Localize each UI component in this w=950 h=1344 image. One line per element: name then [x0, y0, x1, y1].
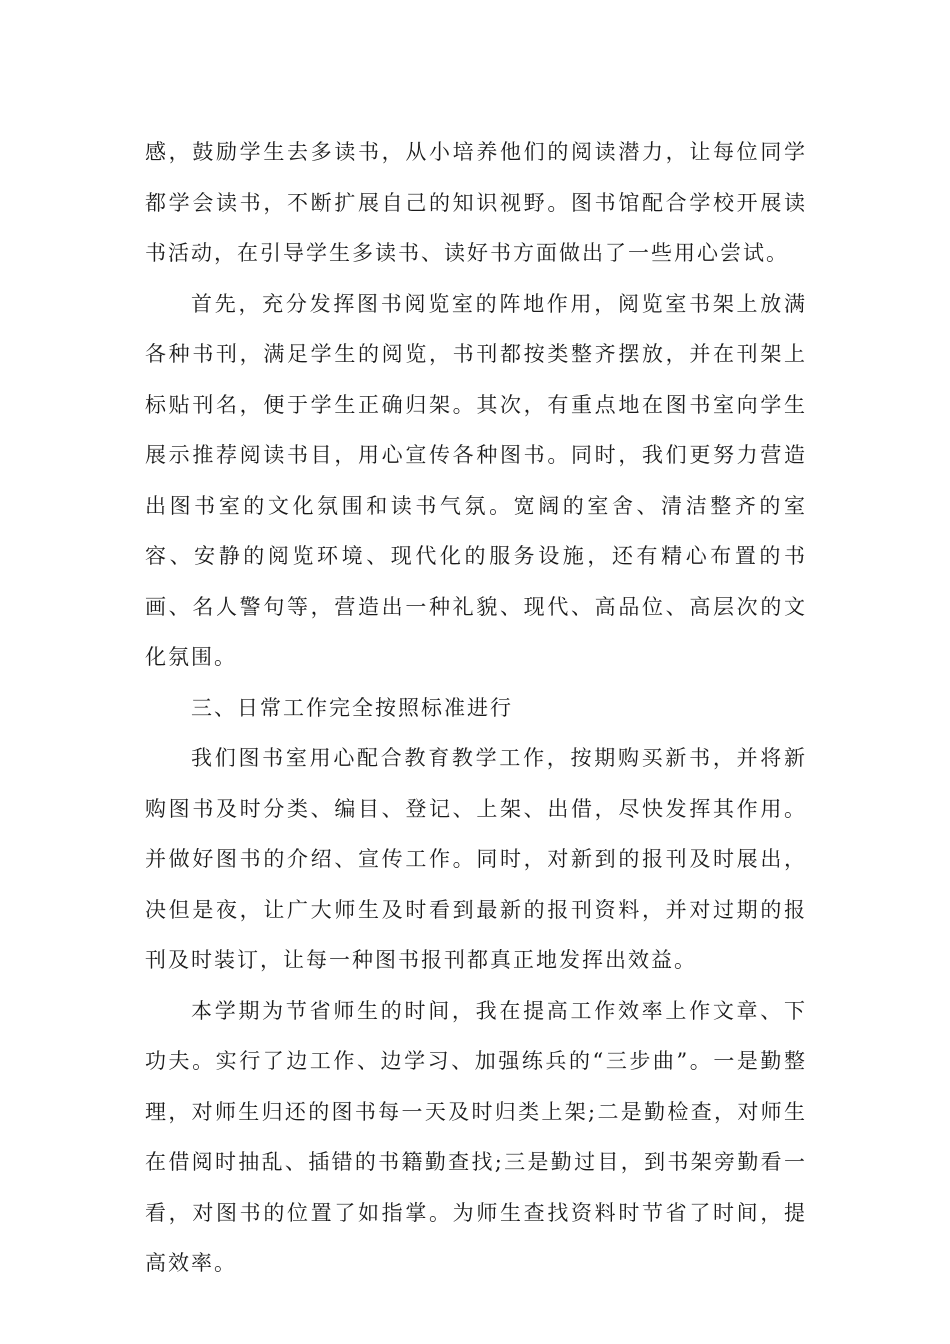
paragraph-continuation: 感，鼓励学生去多读书，从小培养他们的阅读潜力，让每位同学都学会读书，不断扩展自己的知识视野。图书馆配合学校开展读书活动，在引导学生多读书、读好书方面做出了一些用心尝试。 — [145, 140, 807, 265]
document-body — [145, 127, 807, 1289]
section-heading: 三、日常工作完全按照标准进行 — [191, 695, 513, 720]
paragraph-reading-room: 首先，充分发挥图书阅览室的阵地作用，阅览室书架上放满各种书刊，满足学生的阅览，书刊都按类整齐摆放，并在刊架上标贴刊名，便于学生正确归架。其次，有重点地在图书室向学生展示推荐阅读书目，用心宣传各种图书。同时，我们更努力营造出图书室的文化氛围和读书气氛。宽阔的室舍、清洁整齐的室容、安静的阅览环境、现代化的服务设施，还有精心布置的书画、名人警句等，营造出一种礼貌、现代、高品位、高层次的文化氛围。 — [145, 291, 807, 669]
paragraph-efficiency: 本学期为节省师生的时间，我在提高工作效率上作文章、下功夫。实行了边工作、边学习、加强练兵的“三步曲”。一是勤整理，对师生归还的图书每一天及时归类上架;二是勤检查，对师生在借阅时抽乱、插错的书籍勤查找;三是勤过目，到书架旁勤看一看，对图书的位置了如指掌。为师生查找资料时节省了时间，提高效率。 — [145, 998, 807, 1275]
paragraph-daily-work: 我们图书室用心配合教育教学工作，按期购买新书，并将新购图书及时分类、编目、登记、上架、出借，尽快发挥其作用。并做好图书的介绍、宣传工作。同时，对新到的报刊及时展出，决但是夜，让广大师生及时看到最新的报刊资料，并对过期的报刊及时装订，让每一种图书报刊都真正地发挥出效益。 — [145, 746, 807, 972]
